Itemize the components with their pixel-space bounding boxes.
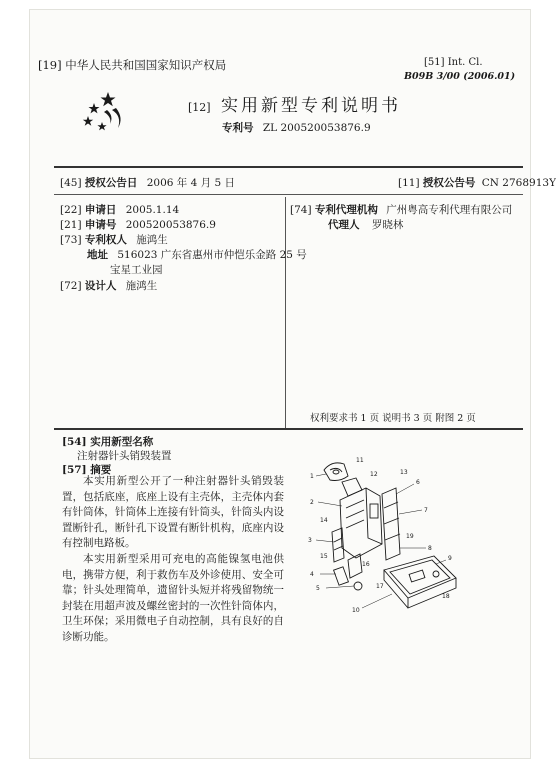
name-tag: [54]: [62, 436, 87, 448]
figure-label: 3: [308, 537, 312, 544]
figure-label: 10: [352, 607, 360, 614]
patentee-value: 施鸿生: [136, 234, 168, 246]
application-date-label: 申请日: [84, 204, 117, 216]
page-count: 权利要求书 1 页 说明书 3 页 附图 2 页: [310, 413, 476, 424]
grant-date: [60, 175, 235, 190]
agency-label: 专利代理机构: [314, 204, 378, 216]
column-divider: [285, 197, 286, 430]
address-label: 地址: [87, 249, 108, 261]
agency-value: 广州粤高专利代理有限公司: [386, 204, 513, 216]
title-text: 实用新型专利说明书: [221, 96, 401, 116]
figure-label: 1: [310, 473, 314, 480]
address: [87, 247, 307, 262]
figure-label: 17: [376, 583, 384, 590]
designer-tag: [72]: [60, 280, 82, 292]
grant-date-tag: [45]: [60, 177, 82, 189]
grant-number-tag: [11]: [398, 177, 420, 189]
abstract-paragraph-2: 本实用新型采用可充电的高能镍氢电池供电，携带方便，利于救伤车及外诊使用、安全可靠；针头处理简单，遗留针头短并将残留物统一封装在用超声波及螺丝密封的一次性针筒体内，卫生环保；采用微电子自动控制，具有良好的自诊断功能。: [62, 552, 284, 643]
exploded-view-drawing: [296, 448, 462, 618]
figure-label: 9: [448, 555, 452, 562]
application-number-tag: [21]: [60, 219, 82, 231]
figure-label: 4: [310, 571, 314, 578]
application-date-tag: [22]: [60, 204, 82, 216]
designer: [60, 278, 157, 293]
office-name: 中华人民共和国国家知识产权局: [65, 58, 227, 72]
grant-number-value: CN 2768913Y: [481, 177, 556, 189]
abstract-paragraph-1: 本实用新型公开了一种注射器针头销毁装置，包括底座，底座上设有主壳体，主壳体内套有针筒体，针筒体上连接有针筒头，针筒头内设置断针孔，断针孔下设置有断针机构，底座内设有控制电路板。: [62, 475, 284, 550]
application-number-value: 200520053876.9: [125, 219, 216, 231]
abstract-tag: [57]: [62, 464, 87, 476]
int-cl-text: Int. Cl.: [447, 57, 483, 68]
figure-label: 11: [356, 457, 364, 464]
title-tag: [12]: [188, 101, 211, 114]
abstract-divider: [54, 428, 523, 430]
address-line-1: 516023 广东省惠州市仲恺乐金路 25 号: [117, 249, 307, 261]
figure-label: 12: [370, 471, 378, 478]
application-number-label: 申请号: [84, 219, 117, 231]
agent-value: 罗晓林: [371, 219, 404, 231]
grant-number: [398, 175, 556, 190]
int-cl-tag: [51]: [424, 57, 445, 68]
figure-label: 5: [316, 585, 320, 592]
agent: [328, 217, 403, 232]
address-line-2: 宝星工业园: [110, 264, 163, 276]
application-date-value: 2005.1.14: [125, 204, 180, 216]
office-tag: [19]: [38, 58, 62, 72]
grant-number-label: 授权公告号: [422, 177, 476, 189]
date-divider: [54, 194, 523, 195]
figure-label: 8: [428, 545, 432, 552]
utility-model-name-heading: [62, 434, 153, 449]
designer-label: 设计人: [84, 280, 117, 292]
utility-model-name: 注射器针头销毁装置: [77, 450, 172, 462]
agent-label: 代理人: [328, 219, 360, 231]
designer-value: 施鸿生: [125, 280, 158, 292]
grant-date-value: 2006 年 4 月 5 日: [146, 177, 236, 189]
application-date: [60, 202, 179, 217]
ipc-code: B09B 3/00 (2006.01): [404, 71, 516, 82]
patent-number-value: ZL 200520053876.9: [262, 122, 371, 134]
document-title: [188, 91, 401, 116]
application-number: [60, 217, 216, 232]
patent-number: [222, 120, 371, 135]
name-label: 实用新型名称: [90, 436, 154, 448]
figure-label: 16: [362, 561, 370, 568]
agency-tag: [74]: [290, 204, 312, 216]
abstract-body: [62, 474, 284, 646]
figure-label: 18: [442, 593, 450, 600]
int-cl-label: [424, 57, 483, 68]
office-logo-icon: [78, 90, 132, 134]
grant-date-label: 授权公告日: [84, 177, 138, 189]
figure-label: 2: [310, 499, 314, 506]
patentee: [60, 232, 168, 247]
patentee-label: 专利权人: [84, 234, 127, 246]
figure-label: 6: [416, 479, 420, 486]
figure-label: 14: [320, 517, 328, 524]
patent-number-label: 专利号: [222, 122, 254, 134]
issuing-office: [38, 57, 226, 73]
header-divider: [54, 166, 523, 168]
patentee-tag: [73]: [60, 234, 82, 246]
figure-label: 7: [424, 507, 428, 514]
figure-label: 15: [320, 553, 328, 560]
figure-label: 13: [400, 469, 408, 476]
patent-agency: [290, 202, 512, 217]
figure-label: 19: [406, 533, 414, 540]
abstract-label: 摘要: [90, 464, 112, 476]
